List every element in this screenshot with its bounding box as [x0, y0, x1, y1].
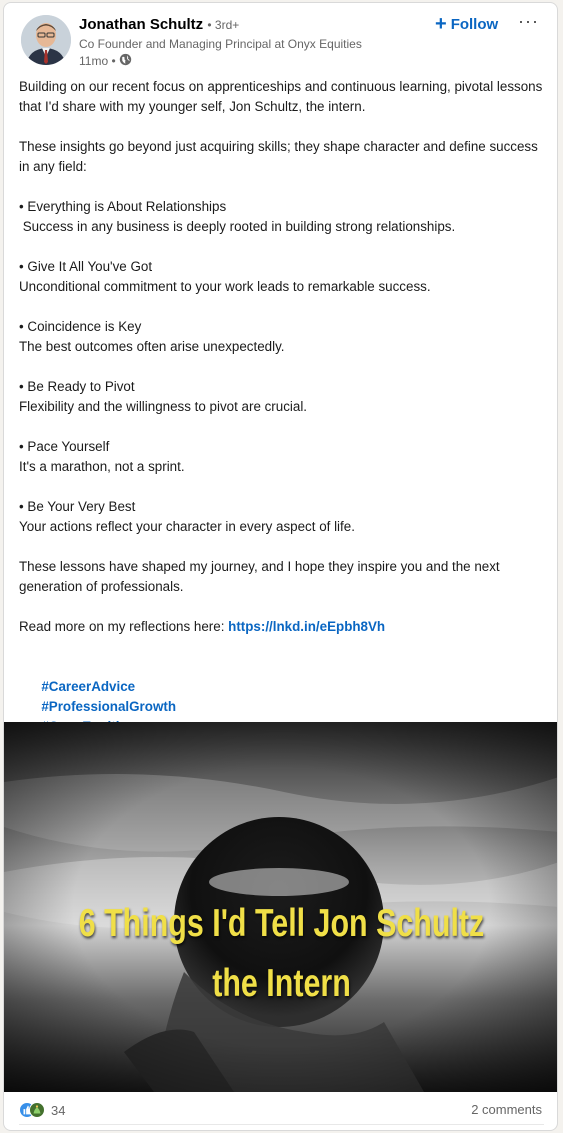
post-closing: These lessons have shaped my journey, and I hope they inspire you and the next generation of professionals. [19, 559, 504, 594]
more-dots-icon[interactable]: ··· [518, 11, 539, 31]
plus-icon: + [435, 13, 447, 35]
lesson-text: Flexibility and the willingness to pivot are crucial. [19, 399, 308, 414]
celebrate-reaction-icon [29, 1102, 45, 1118]
reflections-link[interactable]: https://lnkd.in/eEpbh8Vh [228, 619, 386, 634]
hashtag[interactable]: #CareerAdvice [41, 679, 136, 694]
avatar[interactable] [21, 15, 71, 65]
image-title [65, 894, 498, 1014]
read-more-text: Read more on my reflections here: [19, 619, 229, 634]
divider [19, 1124, 544, 1125]
post-time: 11mo • [79, 54, 116, 68]
lesson-title: • Coincidence is Key [19, 319, 142, 334]
lesson-title: • Be Your Very Best [19, 499, 136, 514]
follow-button[interactable] [435, 13, 498, 35]
post-header [4, 3, 557, 69]
post-insights: These insights go beyond just acquiring skills; they shape character and define success in any field: [19, 139, 542, 174]
follow-label: Follow [450, 15, 499, 33]
post-image[interactable] [4, 722, 558, 1092]
lesson-text: The best outcomes often arise unexpectedly. [19, 339, 285, 354]
reaction-count: 34 [51, 1102, 66, 1118]
read-more-line [19, 617, 549, 637]
comments-count[interactable]: 2 comments [471, 1102, 542, 1117]
avatar-photo [21, 15, 71, 65]
post-meta [79, 53, 132, 69]
post-intro: Building on our recent focus on apprenticeships and continuous learning, pivotal lessons that I'd share with my younger self, Jon Schultz, the intern. [19, 79, 547, 114]
lesson-text: Unconditional commitment to your work leads to remarkable success. [19, 279, 431, 294]
globe-icon [119, 53, 132, 69]
hashtag[interactable]: #ProfessionalGrowth [41, 699, 177, 714]
lesson-title: • Pace Yourself [19, 439, 110, 454]
social-counts [4, 1092, 558, 1131]
image-title-line: the Intern [212, 962, 351, 1005]
lesson-title: • Be Ready to Pivot [19, 379, 135, 394]
author-name-line [79, 16, 239, 33]
lesson-text: Success in any business is deeply rooted in building strong relationships. [19, 219, 456, 234]
lesson-text: Your actions reflect your character in every aspect of life. [19, 519, 355, 534]
image-title-line: 6 Things I'd Tell Jon Schultz [78, 902, 485, 945]
lesson-title: • Give It All You've Got [19, 259, 153, 274]
author-name[interactable]: Jonathan Schultz [79, 16, 204, 33]
reaction-icons [19, 1102, 51, 1118]
author-headline: Co Founder and Managing Principal at Onyx Equities [79, 37, 362, 51]
connection-degree: • 3rd+ [207, 18, 240, 32]
lesson-text: It's a marathon, not a sprint. [19, 459, 185, 474]
reactions-summary[interactable] [19, 1102, 65, 1118]
post-card [3, 2, 558, 1131]
lesson-title: • Everything is About Relationships [19, 199, 227, 214]
